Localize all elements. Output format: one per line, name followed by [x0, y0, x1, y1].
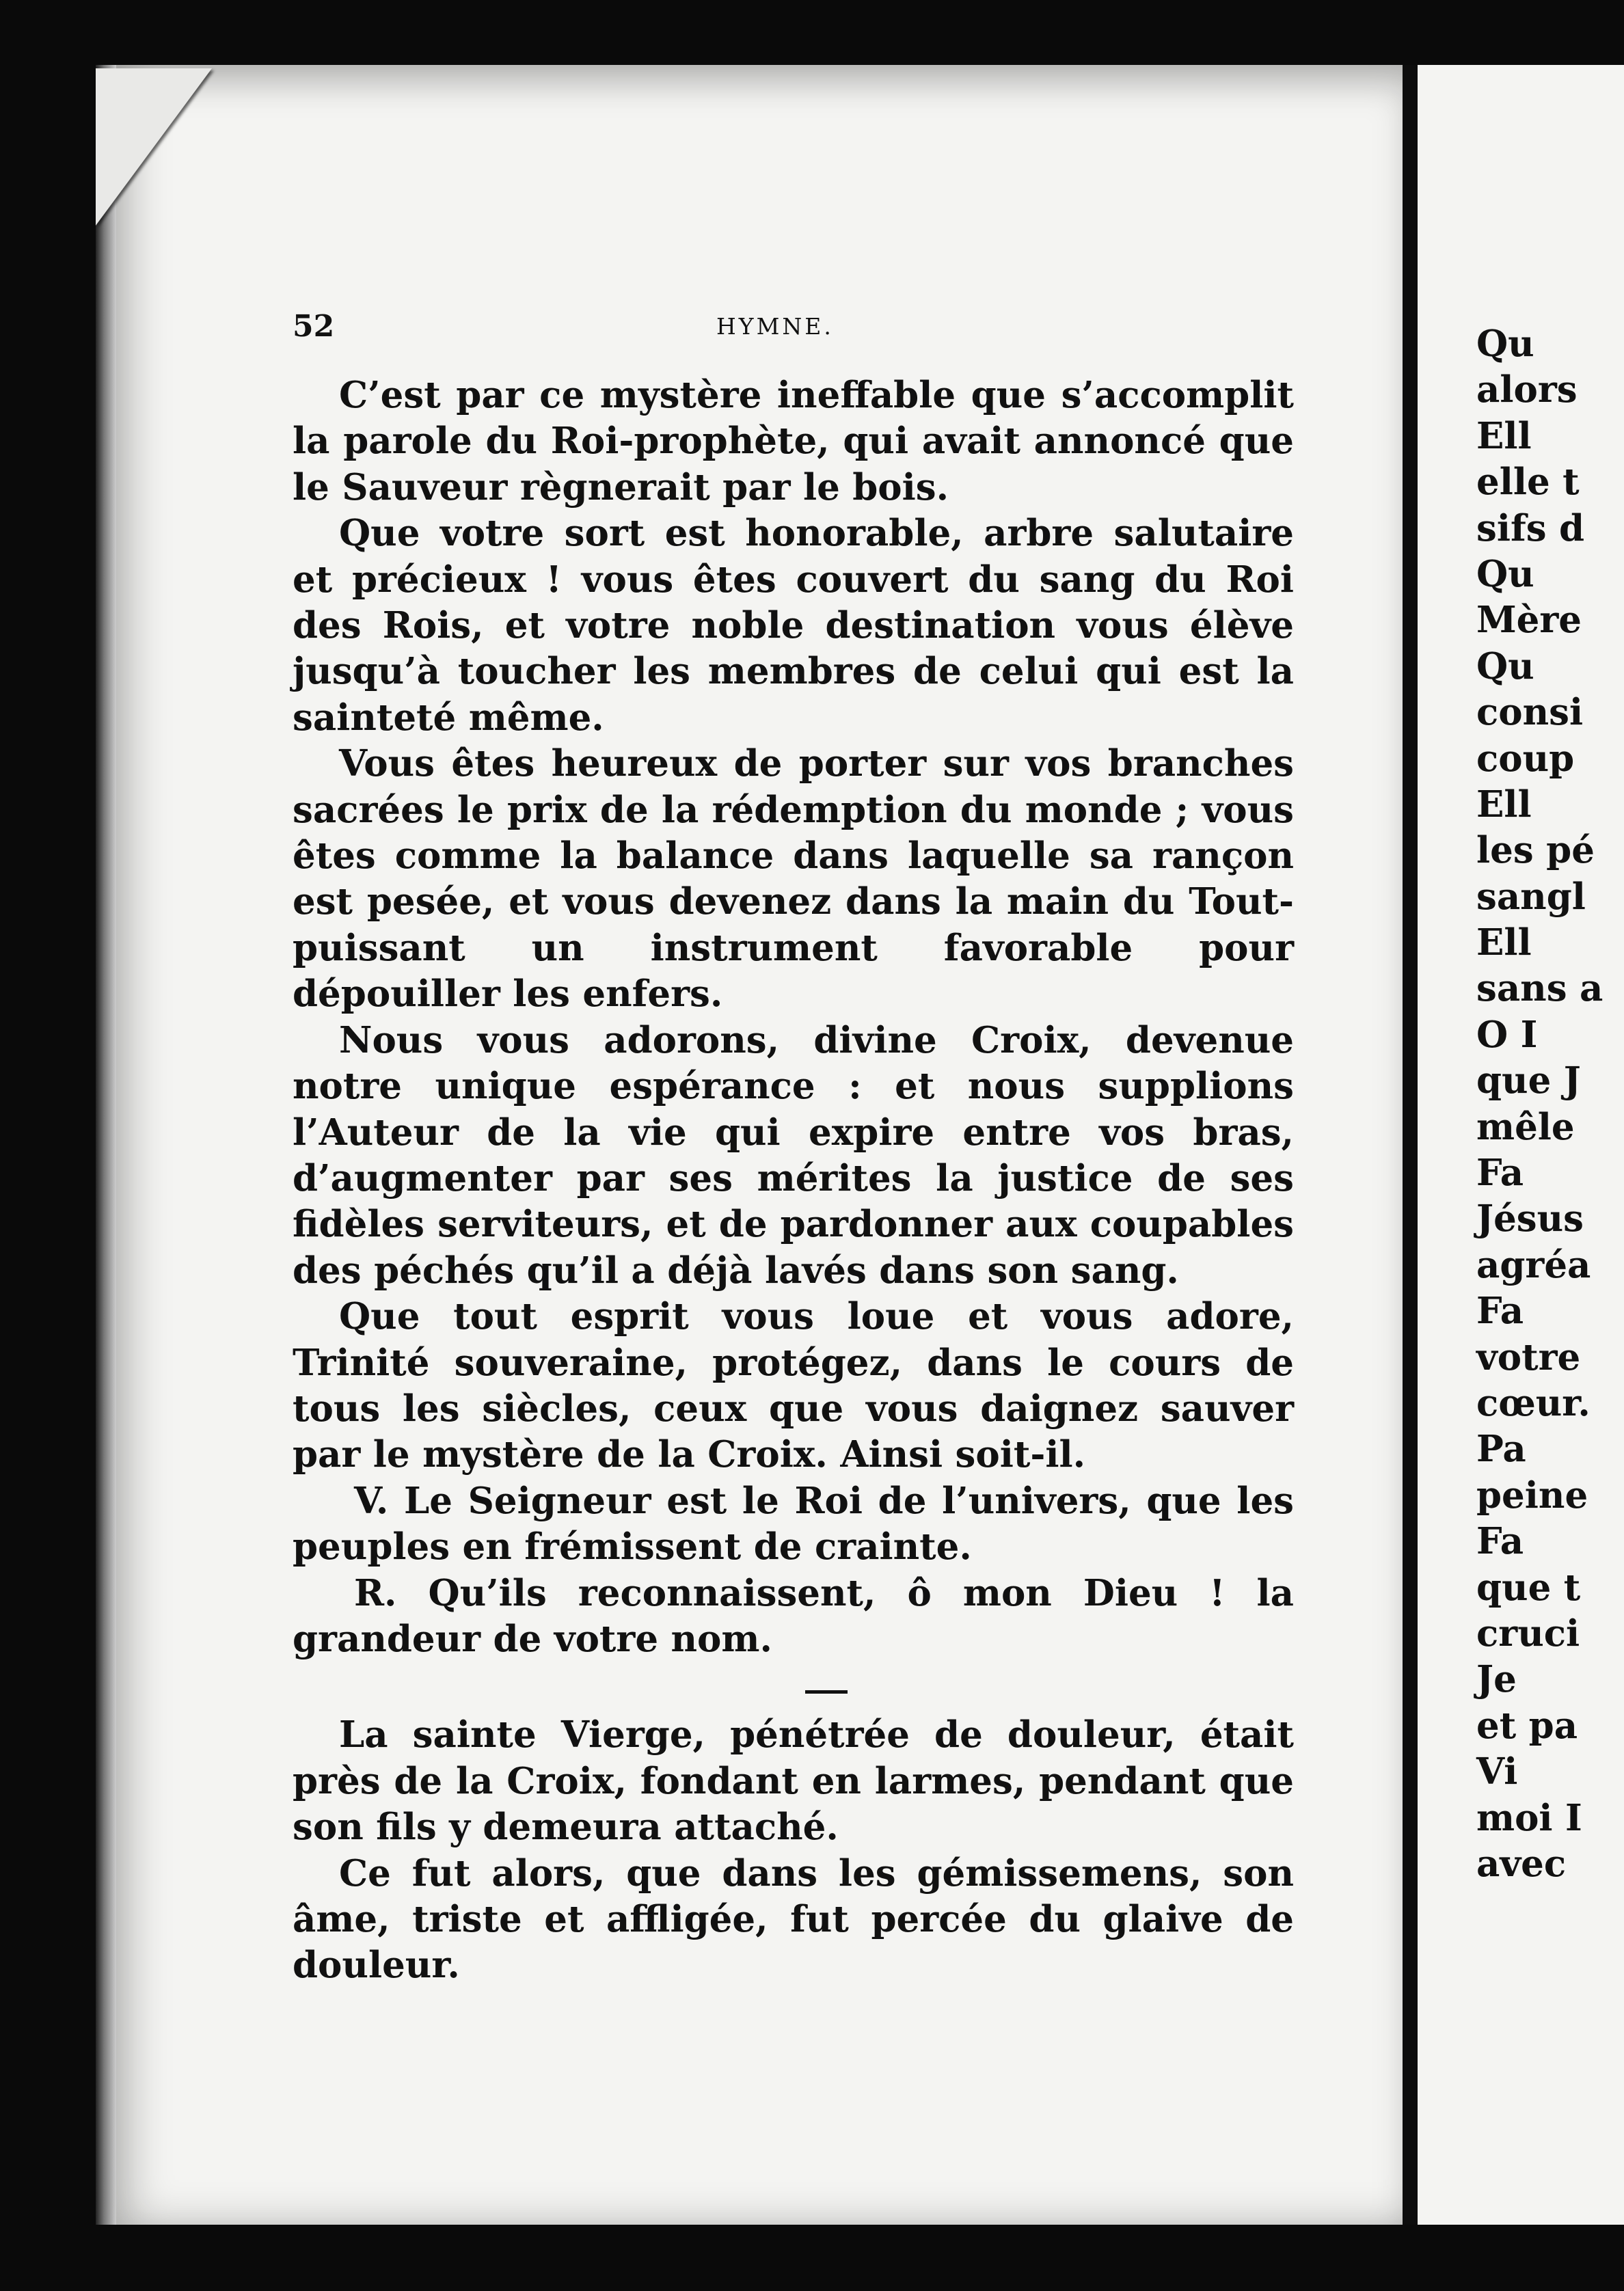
paragraph: Ce fut alors, que dans les gémissemens, son âme, triste et affligée, fut percée du glaive de douleur. [293, 1852, 1294, 1987]
right-line: alors [1476, 368, 1578, 411]
right-line: Fa [1476, 1520, 1524, 1563]
right-line: consi [1476, 691, 1584, 734]
right-line: elle t [1476, 461, 1580, 504]
section-separator [293, 1666, 1294, 1712]
right-line: cœur. [1476, 1381, 1591, 1424]
right-line: avec [1476, 1842, 1567, 1885]
running-title: HYMNE. [716, 313, 834, 340]
right-line: votre [1476, 1336, 1581, 1379]
right-line: Qu [1476, 323, 1534, 365]
right-line: coup [1476, 737, 1575, 780]
folded-corner [96, 68, 212, 226]
right-line: Jésus [1476, 1197, 1584, 1241]
right-line: les pé [1476, 829, 1595, 872]
separator-dash [805, 1690, 848, 1694]
right-line: Ell [1476, 414, 1532, 457]
right-line: Fa [1476, 1290, 1524, 1333]
right-line: cruci [1476, 1612, 1580, 1655]
right-page-text [1476, 321, 1624, 1887]
running-head [293, 309, 1294, 350]
right-line: Qu [1476, 645, 1534, 688]
right-line: sifs d [1476, 506, 1585, 550]
right-line: Fa [1476, 1152, 1524, 1195]
paragraph: La sainte Vierge, pénétrée de douleur, était près de la Croix, fondant en larmes, pendant que son fils y demeura attaché. [293, 1713, 1294, 1849]
right-line: que J [1476, 1059, 1581, 1102]
page-number: 52 [293, 309, 335, 344]
right-line: Qu [1476, 552, 1534, 595]
paragraph: Que votre sort est honorable, arbre salutaire et précieux ! vous êtes couvert du sang du Roi des Rois, et votre noble destination vous élève jusqu’à toucher les membres de celui qui est la sainteté même. [293, 512, 1294, 739]
right-line: que t [1476, 1566, 1581, 1609]
right-line: sangl [1476, 875, 1586, 918]
right-line: et pa [1476, 1704, 1578, 1747]
paragraph: Que tout esprit vous loue et vous adore, Trinité souveraine, protégez, dans le cours de tous les siècles, ceux que vous daignez sauver par le mystère de la Croix. Ainsi soit-il. [293, 1295, 1294, 1476]
page-edge [96, 65, 116, 2225]
right-line: Vi [1476, 1750, 1518, 1793]
versicle: V. Le Seigneur est le Roi de l’univers, que les peuples en frémissent de crainte. [293, 1479, 1294, 1569]
right-line: O I [1476, 1013, 1538, 1056]
right-line: agréa [1476, 1243, 1591, 1286]
right-line: Mère [1476, 599, 1582, 642]
right-line: Je [1476, 1658, 1517, 1701]
right-line: moi I [1476, 1796, 1582, 1839]
book-gutter [1403, 65, 1418, 2225]
right-line: mêle [1476, 1105, 1575, 1148]
right-line: sans a [1476, 967, 1603, 1010]
paragraph: C’est par ce mystère ineffable que s’accomplit la parole du Roi-prophète, qui avait annoncé que le Sauveur règnerait par le bois. [293, 374, 1294, 509]
paragraph: Nous vous adorons, divine Croix, devenue notre unique espérance : et nous supplions l’Auteur de la vie qui expire entre vos bras, d’augmenter par ses mérites la justice de ses fidèles serviteurs, et de pardonner aux coupables des péchés qu’il a déjà lavés dans son sang. [293, 1018, 1294, 1292]
right-line: Pa [1476, 1428, 1526, 1471]
body-text [293, 372, 1294, 1989]
right-line: Ell [1476, 783, 1532, 826]
response: R. Qu’ils reconnaissent, ô mon Dieu ! la grandeur de votre nom. [293, 1571, 1294, 1660]
right-line: Ell [1476, 921, 1532, 964]
paragraph: Vous êtes heureux de porter sur vos branches sacrées le prix de la rédemption du monde ; vous êtes comme la balance dans laquelle sa rançon est pesée, et vous devenez dans la main du Tout-puissant un instrument favorable pour dépouiller les enfers. [293, 742, 1294, 1016]
right-line: peine [1476, 1474, 1588, 1517]
